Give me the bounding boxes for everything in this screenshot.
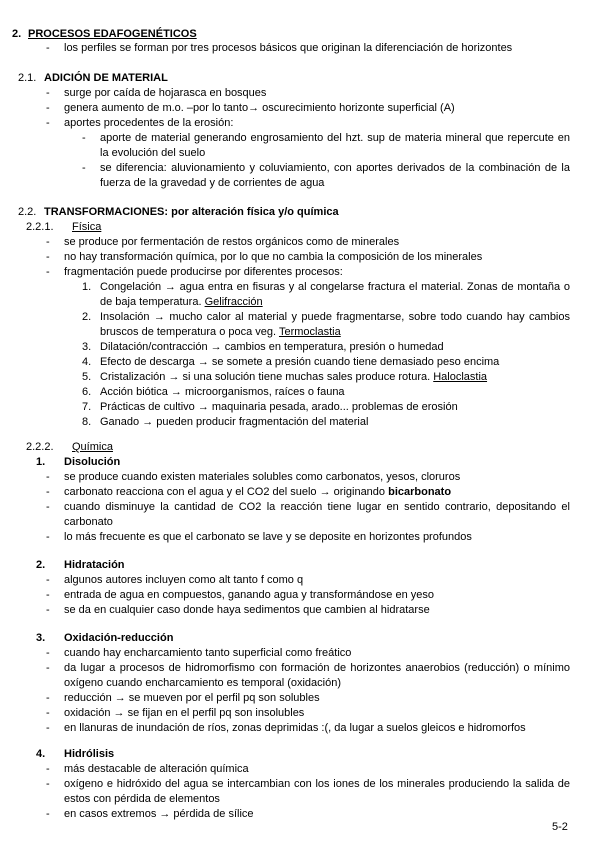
- list-item: da lugar a procesos de hidromorfismo con formación de horizontes anaerobios (reducción) o mínimo: [64, 662, 570, 674]
- numbered-item: Prácticas de cultivo → maquinaria pesada, arado... problemas de erosión: [100, 401, 458, 413]
- sub-list-item: aporte de material generando engrosamiento del hzt. sup de materia mineral que repercute en: [100, 132, 570, 144]
- bullet-dash: -: [46, 589, 50, 601]
- bullet-dash: -: [46, 574, 50, 586]
- sub-list-item: se diferencia: aluvionamiento y coluviamiento, con aportes derivados de la combinación de la: [100, 162, 570, 174]
- list-item: más destacable de alteración química: [64, 763, 249, 775]
- list-item: [64, 485, 451, 500]
- list-item: lo más frecuente es que el carbonato se lave y se deposite en horizontes profundos: [64, 531, 472, 543]
- bullet-dash: -: [46, 42, 50, 54]
- list-item: se produce por fermentación de restos orgánicos como de minerales: [64, 236, 400, 248]
- numbered-item: Ganado → pueden producir fragmentación del material: [100, 416, 369, 428]
- process-title: Disolución: [64, 456, 121, 468]
- numbered-item: [100, 325, 341, 340]
- bullet-dash: -: [46, 662, 50, 674]
- numbered-item-text: Cristalización → si una solución tiene muchas sales produce rotura.: [100, 371, 431, 383]
- bullet-dash: -: [46, 471, 50, 483]
- subsection-title: ADICIÓN DE MATERIAL: [44, 72, 168, 84]
- list-item: se produce cuando existen materiales solubles como carbonatos, yesos, cloruros: [64, 471, 461, 483]
- numbered-item-number: 5.: [82, 371, 92, 383]
- numbered-item-number: 3.: [82, 341, 92, 353]
- process-number: 1.: [36, 456, 46, 468]
- sub-bullet-dash: -: [82, 162, 86, 174]
- bullet-dash: -: [46, 692, 50, 704]
- process-number: 3.: [36, 632, 46, 644]
- bullet-dash: -: [46, 722, 50, 734]
- numbered-item-number: 8.: [82, 416, 92, 428]
- process-title: Oxidación-reducción: [64, 632, 174, 644]
- page-number: 5-2: [552, 821, 568, 833]
- list-item: oxígeno e hidróxido del agua se intercambian con los iones de los minerales produciendo la salida de: [64, 778, 570, 790]
- numbered-item: Congelación → agua entra en fisuras y al congelarse fractura el material. Zonas de montaña o: [100, 281, 570, 293]
- subsubsection-title: Física: [72, 221, 102, 233]
- list-item: cuando disminuye la cantidad de CO2 la reacción tiene lugar en sentido contrario, depositando el: [64, 501, 570, 513]
- numbered-item-number: 7.: [82, 401, 92, 413]
- numbered-item-text: de baja temperatura.: [100, 296, 202, 308]
- bullet-dash: -: [46, 604, 50, 616]
- bullet-dash: -: [46, 763, 50, 775]
- subsection-number: 2.1.: [18, 72, 37, 84]
- list-item: reducción → se mueven por el perfil pq son solubles: [64, 692, 320, 704]
- numbered-item: [100, 370, 487, 385]
- numbered-item: Efecto de descarga → se somete a presión cuando tiene demasiado peso encima: [100, 356, 500, 368]
- bullet-dash: -: [46, 251, 50, 263]
- bullet-dash: -: [46, 808, 50, 820]
- term-bicarbonato: bicarbonato: [388, 486, 452, 498]
- numbered-item: Dilatación/contracción → cambios en temperatura, presión o humedad: [100, 341, 444, 353]
- list-item: carbonato: [64, 516, 113, 528]
- numbered-item: Insolación → mucho calor al material y puede fragmentarse, sobre todo cuando hay cambios: [100, 311, 570, 323]
- list-item: fragmentación puede producirse por diferentes procesos:: [64, 266, 343, 278]
- bullet-dash: -: [46, 531, 50, 543]
- bullet-dash: -: [46, 266, 50, 278]
- bullet-dash: -: [46, 778, 50, 790]
- subsubsection-title: Química: [72, 441, 113, 453]
- bullet-dash: -: [46, 707, 50, 719]
- numbered-item-text: bruscos de temperatura o poca veg.: [100, 326, 277, 338]
- list-item: oxidación → se fijan en el perfil pq son insolubles: [64, 707, 305, 719]
- numbered-item-number: 2.: [82, 311, 92, 323]
- bullet-dash: -: [46, 486, 50, 498]
- list-item: genera aumento de m.o. –por lo tanto→ oscurecimiento horizonte superficial (A): [64, 102, 455, 114]
- numbered-item-number: 6.: [82, 386, 92, 398]
- sub-list-item: fuerza de la gravedad y de corrientes de agua: [100, 177, 325, 189]
- bullet-dash: -: [46, 501, 50, 513]
- section-number: 2.: [12, 28, 22, 40]
- process-title: Hidrólisis: [64, 748, 115, 760]
- numbered-item-number: 1.: [82, 281, 92, 293]
- list-item: se da en cualquier caso donde haya sedimentos que cambien al hidratarse: [64, 604, 430, 616]
- process-number: 2.: [36, 559, 46, 571]
- numbered-item: Acción biótica → microorganismos, raíces o fauna: [100, 386, 345, 398]
- term-gelifraccion: Gelifracción: [204, 296, 263, 308]
- subsection-number: 2.2.: [18, 206, 37, 218]
- list-item: surge por caída de hojarasca en bosques: [64, 87, 267, 99]
- list-item: no hay transformación química, por lo que no cambia la composición de los minerales: [64, 251, 483, 263]
- list-item: en llanuras de inundación de ríos, zonas deprimidas :(, da lugar a suelos gleicos e hidromorfos: [64, 722, 526, 734]
- list-item: algunos autores incluyen como alt tanto f como q: [64, 574, 304, 586]
- bullet-dash: -: [46, 647, 50, 659]
- list-item: aportes procedentes de la erosión:: [64, 117, 234, 129]
- bullet-dash: -: [46, 236, 50, 248]
- subsubsection-number: 2.2.1.: [26, 221, 54, 233]
- bullet-dash: -: [46, 117, 50, 129]
- sub-list-item: la evolución del suelo: [100, 147, 206, 159]
- subsubsection-number: 2.2.2.: [26, 441, 54, 453]
- list-item: en casos extremos → pérdida de sílice: [64, 808, 254, 820]
- bullet-dash: -: [46, 102, 50, 114]
- process-title: Hidratación: [64, 559, 125, 571]
- section-title: PROCESOS EDAFOGENÉTICOS: [28, 28, 197, 40]
- term-haloclastia: Haloclastia: [433, 371, 488, 383]
- process-number: 4.: [36, 748, 46, 760]
- sub-bullet-dash: -: [82, 132, 86, 144]
- numbered-item: [100, 295, 263, 310]
- list-item: estos con pérdida de elementos: [64, 793, 220, 805]
- list-item: cuando hay encharcamiento tanto superficial como freático: [64, 647, 352, 659]
- list-item-text: carbonato reacciona con el agua y el CO2 del suelo → originando: [64, 486, 386, 498]
- bullet-dash: -: [46, 87, 50, 99]
- subsection-title: TRANSFORMACIONES: por alteración física y/o química: [44, 206, 339, 218]
- list-item: entrada de agua en compuestos, ganando agua y transformándose en yeso: [64, 589, 434, 601]
- section-intro: los perfiles se forman por tres procesos básicos que originan la diferenciación de horizontes: [64, 42, 513, 54]
- numbered-item-number: 4.: [82, 356, 92, 368]
- term-termoclastia: Termoclastia: [278, 326, 341, 338]
- list-item: oxígeno cuando encharcamiento es temporal (oxidación): [64, 677, 341, 689]
